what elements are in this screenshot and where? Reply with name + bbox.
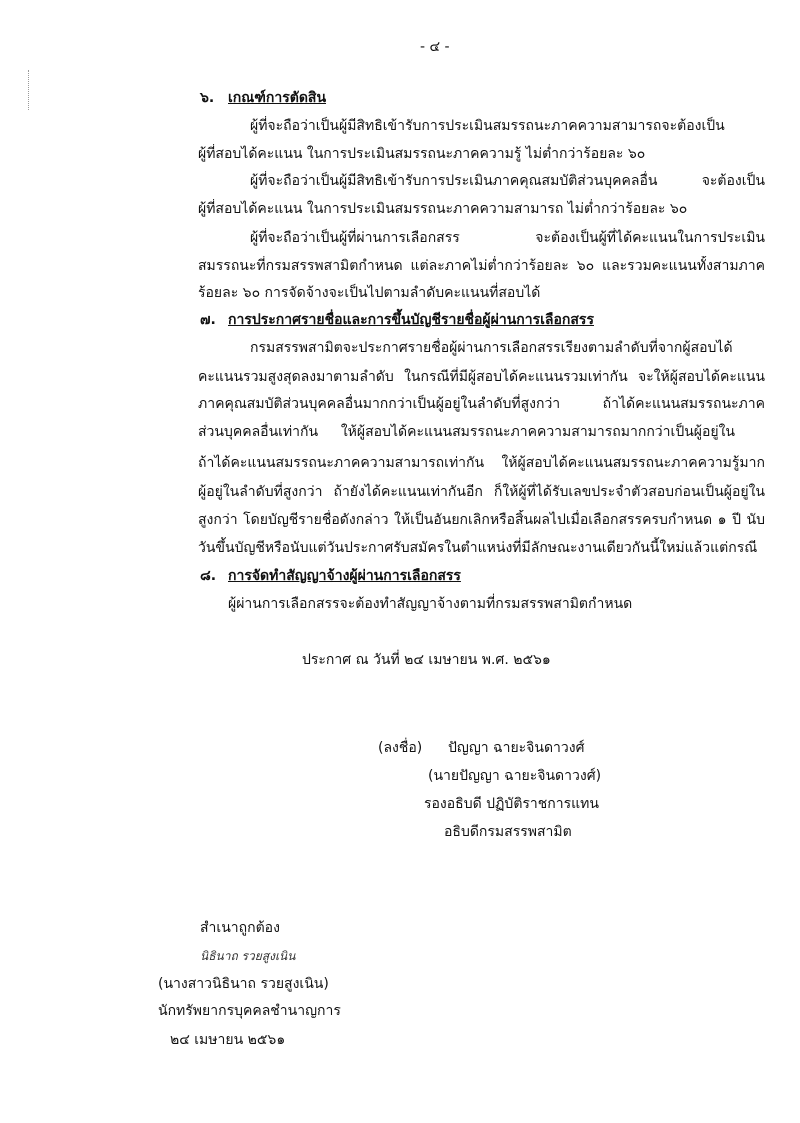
section7-line: ถ้าได้คะแนนสมรรถนะภาคความสามารถเท่ากัน ให้ผู้สอบได้คะแนนสมรรถนะภาคความรู้มาก bbox=[198, 455, 765, 471]
section8-number: ๘. bbox=[200, 568, 217, 584]
section7-line: กรมสรรพสามิตจะประกาศรายชื่อผู้ผ่านการเลือกสรรเรียงตามลำดับที่จากผู้สอบได้ bbox=[250, 340, 733, 356]
certified-date: ๒๔ เมษายน ๒๕๖๑ bbox=[170, 1032, 286, 1048]
announcement-date: ประกาศ ณ วันที่ ๒๔ เมษายน พ.ศ. ๒๕๖๑ bbox=[302, 652, 551, 668]
handwritten-signature: นิธินาถ รวยสูงเนิน bbox=[200, 949, 296, 963]
section6-line: ผู้ที่จะถือว่าเป็นผู้มีสิทธิเข้ารับการประเมินสมรรถนะภาคความสามารถจะต้องเป็น bbox=[250, 118, 725, 134]
section6-line: สมรรถนะที่กรมสรรพสามิตกำหนด แต่ละภาคไม่ต่ำกว่าร้อยละ ๖๐ และรวมคะแนนทั้งสามภาค bbox=[198, 258, 765, 274]
section6-number: ๖. bbox=[200, 90, 215, 106]
section8-title: การจัดทำสัญญาจ้างผู้ผ่านการเลือกสรร bbox=[228, 568, 461, 584]
page-number: - ๔ - bbox=[420, 39, 450, 55]
section7-line: ส่วนบุคคลอื่นเท่ากัน ให้ผู้สอบได้คะแนนสมรรถนะภาคความสามารถมากกว่าเป็นผู้อยู่ใน bbox=[198, 424, 735, 440]
section6-line: ผู้ที่สอบได้คะแนน ในการประเมินสมรรถนะภาคความสามารถ ไม่ต่ำกว่าร้อยละ ๖๐ bbox=[198, 201, 688, 217]
section7-line: ภาคคุณสมบัติส่วนบุคคลอื่นมากกว่าเป็นผู้อยู่ในลำดับที่สูงกว่า ถ้าได้คะแนนสมรรถนะภาค bbox=[198, 396, 765, 412]
signatory-position2: อธิบดีกรมสรรพสามิต bbox=[444, 824, 572, 840]
section7-line: สูงกว่า โดยบัญชีรายชื่อดังกล่าว ให้เป็นอันยกเลิกหรือสิ้นผลไปเมื่อเลือกสรรครบกำหนด ๑ ปี นับ bbox=[198, 512, 765, 528]
certified-copy-label: สำเนาถูกต้อง bbox=[200, 920, 280, 936]
section6-line: ผู้ที่สอบได้คะแนน ในการประเมินสมรรถนะภาคความรู้ ไม่ต่ำกว่าร้อยละ ๖๐ bbox=[198, 146, 646, 162]
signatory-full-name: (นายปัญญา ฉายะจินดาวงศ์) bbox=[428, 768, 602, 784]
signed-name: ปัญญา ฉายะจินดาวงศ์ bbox=[448, 740, 585, 756]
section7-line: วันขึ้นบัญชีหรือนับแต่วันประกาศรับสมัครในตำแหน่งที่มีลักษณะงานเดียวกันนี้ใหม่แล้วแต่กรณี bbox=[198, 540, 758, 556]
section6-line: ร้อยละ ๖๐ การจัดจ้างจะเป็นไปตามลำดับคะแนนที่สอบได้ bbox=[198, 285, 541, 301]
certifier-name: (นางสาวนิธินาถ รวยสูงเนิน) bbox=[158, 976, 329, 992]
section6-line: ผู้ที่จะถือว่าเป็นผู้มีสิทธิเข้ารับการประเมินภาคคุณสมบัติส่วนบุคคลอื่น จะต้องเป็น bbox=[250, 173, 765, 189]
certifier-position: นักทรัพยากรบุคคลชำนาญการ bbox=[158, 1003, 341, 1019]
section7-line: ผู้อยู่ในลำดับที่สูงกว่า ถ้ายังได้คะแนนเท่ากันอีก ก็ให้ผู้ที่ได้รับเลขประจำตัวสอบก่อนเป็นผู้อยู่ใน bbox=[198, 484, 765, 500]
section8-line: ผู้ผ่านการเลือกสรรจะต้องทำสัญญาจ้างตามที่กรมสรรพสามิตกำหนด bbox=[228, 596, 633, 612]
section7-title: การประกาศรายชื่อและการขึ้นบัญชีรายชื่อผู้ผ่านการเลือกสรร bbox=[228, 312, 594, 328]
section7-number: ๗. bbox=[200, 312, 216, 328]
section6-title: เกณฑ์การตัดสิน bbox=[228, 90, 327, 106]
section7-line: คะแนนรวมสูงสุดลงมาตามลำดับ ในกรณีที่มีผู้สอบได้คะแนนรวมเท่ากัน จะให้ผู้สอบได้คะแนน bbox=[198, 369, 765, 385]
sign-label: (ลงชื่อ) bbox=[378, 740, 423, 756]
signatory-position: รองอธิบดี ปฏิบัติราชการแทน bbox=[424, 796, 599, 812]
scan-mark bbox=[28, 70, 31, 110]
section6-line: ผู้ที่จะถือว่าเป็นผู้ที่ผ่านการเลือกสรร จะต้องเป็นผู้ที่ได้คะแนนในการประเมิน bbox=[250, 230, 765, 246]
